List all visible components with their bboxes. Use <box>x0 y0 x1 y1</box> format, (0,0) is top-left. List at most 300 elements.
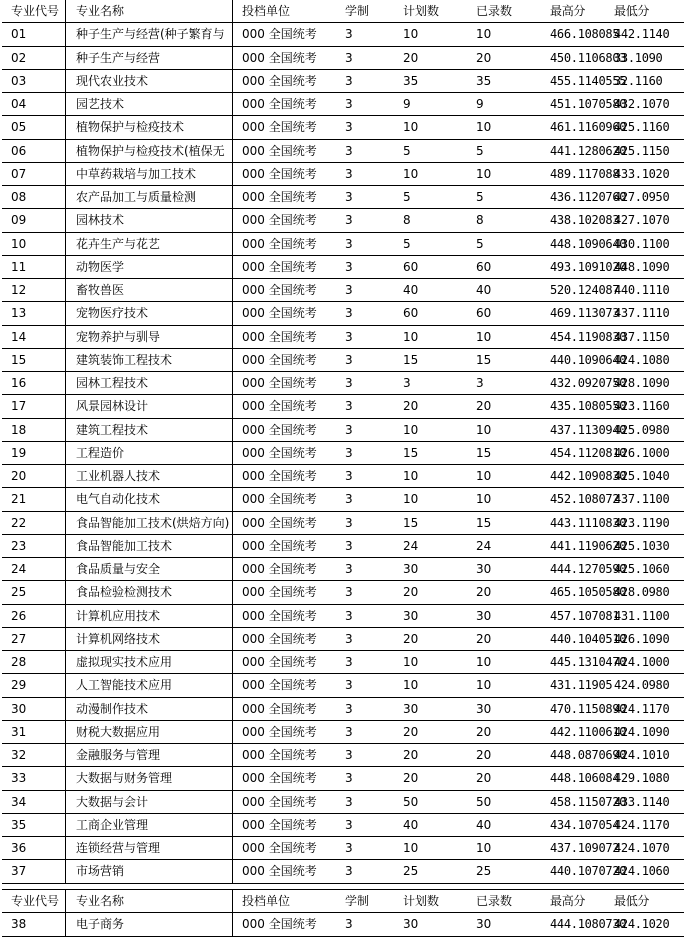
min-score-cell: 429.1080 <box>614 771 670 786</box>
major-name-cell: 大数据与会计 <box>66 791 233 813</box>
min-score-cell: 32.1160 <box>614 73 663 88</box>
admitted-count-cell: 9 <box>476 97 484 111</box>
admission-unit-cell: 000 全国统考 <box>242 917 317 932</box>
plan-count-cell: 9 <box>403 97 411 111</box>
admitted-count-cell: 30 <box>476 608 492 623</box>
table-row <box>2 419 684 442</box>
major-name-cell: 风景园林设计 <box>66 395 233 417</box>
major-code-cell: 33 <box>2 767 66 789</box>
duration-cell: 3 <box>345 631 353 646</box>
admission-unit-cell: 000 全国统考 <box>242 678 317 693</box>
major-name-cell: 花卉生产与花艺 <box>66 233 233 255</box>
max-score-cell: 448.1090640 <box>550 236 627 251</box>
admission-unit-cell: 000 全国统考 <box>242 97 317 111</box>
major-name-cell: 财税大数据应用 <box>66 721 233 743</box>
major-name-cell: 工程造价 <box>66 442 233 464</box>
admission-unit-cell: 000 全国统考 <box>242 399 317 414</box>
min-score-cell: 424.1170 <box>614 701 670 716</box>
major-name-cell: 专业名称 <box>66 890 233 912</box>
admitted-count-cell: 30 <box>476 917 492 932</box>
admitted-count-cell: 20 <box>476 748 492 762</box>
major-name-cell: 计算机网络技术 <box>66 628 233 650</box>
major-code-cell: 21 <box>2 488 66 510</box>
major-name-cell: 现代农业技术 <box>66 70 233 92</box>
major-code-cell: 12 <box>2 279 66 301</box>
max-score-cell: 489.117088 <box>550 166 620 181</box>
duration-cell: 3 <box>345 27 353 42</box>
duration-cell: 3 <box>345 120 353 135</box>
plan-count-cell: 20 <box>403 771 419 786</box>
admission-unit-cell: 000 全国统考 <box>242 376 317 390</box>
table-row <box>2 558 684 581</box>
plan-count-cell: 20 <box>403 631 419 646</box>
duration-cell: 3 <box>345 97 353 111</box>
admission-unit-cell: 000 全国统考 <box>242 701 317 716</box>
admitted-count-cell: 35 <box>476 73 492 88</box>
max-score-cell: 455.1140555 <box>550 73 627 88</box>
admission-unit-cell: 000 全国统考 <box>242 817 317 832</box>
major-code-cell: 08 <box>2 186 66 208</box>
major-name-cell: 种子生产与经营(种子繁育与 <box>66 23 233 45</box>
max-score-cell: 450.1106803 <box>550 50 627 65</box>
admitted-count-cell: 10 <box>476 27 492 42</box>
table-row <box>2 93 684 116</box>
max-score-cell: 437.1130940 <box>550 422 627 437</box>
duration-cell: 3 <box>345 864 353 879</box>
major-name-cell: 宠物医疗技术 <box>66 302 233 324</box>
min-score-cell: 424.0980 <box>614 678 670 693</box>
admitted-count-cell: 5 <box>476 190 484 204</box>
min-score-cell: 448.1090 <box>614 259 670 274</box>
plan-count-cell: 10 <box>403 469 419 483</box>
major-code-cell: 36 <box>2 837 66 859</box>
major-code-cell: 28 <box>2 651 66 673</box>
admitted-count-cell: 10 <box>476 492 492 507</box>
max-score-cell: 435.1080550 <box>550 399 627 414</box>
admitted-count-cell: 8 <box>476 213 484 228</box>
table-row <box>2 791 684 814</box>
major-name-cell: 宠物养护与驯导 <box>66 326 233 348</box>
table-row <box>2 302 684 325</box>
major-code-cell: 31 <box>2 721 66 743</box>
major-code-cell: 16 <box>2 372 66 394</box>
major-name-cell: 人工智能技术应用 <box>66 674 233 696</box>
plan-count-cell: 30 <box>403 701 419 716</box>
major-code-cell: 24 <box>2 558 66 580</box>
major-code-cell: 01 <box>2 23 66 45</box>
admission-unit-cell: 000 全国统考 <box>242 236 317 251</box>
plan-count-cell: 3 <box>403 376 411 390</box>
max-score-cell: 454.1120810 <box>550 445 627 460</box>
admitted-count-cell: 15 <box>476 352 492 367</box>
table-row <box>2 395 684 418</box>
admitted-count-cell: 40 <box>476 817 492 832</box>
major-code-cell: 02 <box>2 47 66 69</box>
admission-unit-cell: 000 全国统考 <box>242 120 317 135</box>
plan-count-cell: 30 <box>403 608 419 623</box>
max-score-cell: 452.108072 <box>550 492 620 507</box>
max-score-cell: 436.1120760 <box>550 190 627 204</box>
major-name-cell: 动漫制作技术 <box>66 698 233 720</box>
admission-unit-cell: 000 全国统考 <box>242 562 317 576</box>
major-code-cell: 38 <box>2 913 66 935</box>
min-score-cell: 424.1000 <box>614 655 670 669</box>
plan-count-cell: 60 <box>403 259 419 274</box>
admitted-count-cell: 3 <box>476 376 484 390</box>
plan-count-cell: 40 <box>403 817 419 832</box>
table-row <box>2 163 684 186</box>
min-score-cell: 424.1060 <box>614 864 670 879</box>
admission-unit-cell: 000 全国统考 <box>242 515 317 530</box>
min-score-cell: 425.1030 <box>614 538 670 553</box>
plan-count-cell: 10 <box>403 120 419 135</box>
max-score-cell: 438.102083 <box>550 213 620 228</box>
table-row <box>2 209 684 232</box>
max-score-cell: 440.1040510 <box>550 631 627 646</box>
duration-cell: 3 <box>345 469 353 483</box>
major-name-cell: 食品智能加工技术 <box>66 535 233 557</box>
min-score-cell: 427.1070 <box>614 213 670 228</box>
admission-unit-cell: 000 全国统考 <box>242 864 317 879</box>
max-score-cell: 441.1190620 <box>550 538 627 553</box>
duration-cell: 学制 <box>345 894 370 908</box>
duration-cell: 3 <box>345 352 353 367</box>
duration-cell: 3 <box>345 678 353 693</box>
duration-cell: 3 <box>345 608 353 623</box>
plan-count-cell: 10 <box>403 329 419 344</box>
max-score-cell: 520.124087 <box>550 283 620 297</box>
admitted-count-cell: 10 <box>476 469 492 483</box>
duration-cell: 3 <box>345 399 353 414</box>
min-score-cell: 442.1140 <box>614 27 670 42</box>
admission-unit-cell: 000 全国统考 <box>242 538 317 553</box>
plan-count-cell: 40 <box>403 283 419 297</box>
admitted-count-cell: 10 <box>476 120 492 135</box>
major-name-cell: 食品智能加工技术(烘焙方向) <box>66 512 233 534</box>
plan-count-cell: 计划数 <box>403 894 440 908</box>
plan-count-cell: 20 <box>403 50 419 65</box>
max-score-cell: 431.11905 <box>550 678 613 693</box>
table-row <box>2 349 684 372</box>
max-score-cell: 434.107054 <box>550 817 620 832</box>
admitted-count-cell: 40 <box>476 283 492 297</box>
admitted-count-cell: 24 <box>476 538 492 553</box>
table-row <box>2 860 684 883</box>
admitted-count-cell: 20 <box>476 631 492 646</box>
plan-count-cell: 10 <box>403 841 419 855</box>
admitted-count-cell: 已录数 <box>476 894 513 908</box>
plan-count-cell: 20 <box>403 748 419 762</box>
admission-unit-cell: 000 全国统考 <box>242 329 317 344</box>
admitted-count-cell: 10 <box>476 655 492 669</box>
max-score-cell: 469.113073 <box>550 306 620 321</box>
max-score-cell: 465.1050580 <box>550 585 627 600</box>
duration-cell: 3 <box>345 422 353 437</box>
min-score-cell: 425.1060 <box>614 562 670 576</box>
duration-cell: 3 <box>345 73 353 88</box>
major-code-cell: 18 <box>2 419 66 441</box>
duration-cell: 3 <box>345 841 353 855</box>
major-code-cell: 32 <box>2 744 66 766</box>
major-name-cell: 电气自动化技术 <box>66 488 233 510</box>
admitted-count-cell: 10 <box>476 422 492 437</box>
admission-unit-cell: 投档单位 <box>242 4 291 18</box>
table-header <box>2 0 684 23</box>
duration-cell: 3 <box>345 917 353 932</box>
table-row <box>2 116 684 139</box>
max-score-cell: 445.1310470 <box>550 655 627 669</box>
major-code-cell: 17 <box>2 395 66 417</box>
admission-unit-cell: 000 全国统考 <box>242 445 317 460</box>
major-name-cell: 电子商务 <box>66 913 233 935</box>
duration-cell: 3 <box>345 748 353 762</box>
major-code-cell: 03 <box>2 70 66 92</box>
duration-cell: 3 <box>345 166 353 181</box>
admission-table <box>2 0 684 884</box>
min-score-cell: 33.1090 <box>614 50 663 65</box>
major-code-cell: 13 <box>2 302 66 324</box>
major-code-cell: 34 <box>2 791 66 813</box>
admitted-count-cell: 60 <box>476 306 492 321</box>
table-row <box>2 465 684 488</box>
admitted-count-cell: 10 <box>476 166 492 181</box>
major-name-cell: 食品质量与安全 <box>66 558 233 580</box>
plan-count-cell: 30 <box>403 562 419 576</box>
major-name-cell: 中草药栽培与加工技术 <box>66 163 233 185</box>
major-name-cell: 建筑装饰工程技术 <box>66 349 233 371</box>
duration-cell: 3 <box>345 655 353 669</box>
major-code-cell: 23 <box>2 535 66 557</box>
max-score-cell: 442.1090830 <box>550 469 627 483</box>
admitted-count-cell: 30 <box>476 562 492 576</box>
min-score-cell: 424.1020 <box>614 917 670 932</box>
admission-unit-cell: 000 全国统考 <box>242 50 317 65</box>
admitted-count-cell: 20 <box>476 771 492 786</box>
admitted-count-cell: 30 <box>476 701 492 716</box>
admitted-count-cell: 20 <box>476 724 492 739</box>
table-row <box>2 581 684 604</box>
min-score-cell: 425.1160 <box>614 120 670 135</box>
duration-cell: 3 <box>345 376 353 390</box>
admitted-count-cell: 20 <box>476 399 492 414</box>
min-score-cell: 432.1070 <box>614 97 670 111</box>
max-score-cell: 493.1091020 <box>550 259 627 274</box>
admitted-count-cell: 15 <box>476 515 492 530</box>
table-row <box>2 837 684 860</box>
plan-count-cell: 10 <box>403 27 419 42</box>
admission-unit-cell: 000 全国统考 <box>242 748 317 762</box>
admission-unit-cell: 000 全国统考 <box>242 352 317 367</box>
max-score-cell: 457.107081 <box>550 608 620 623</box>
major-code-cell: 29 <box>2 674 66 696</box>
max-score-cell: 461.1160960 <box>550 120 627 135</box>
admission-unit-cell: 000 全国统考 <box>242 213 317 228</box>
plan-count-cell: 10 <box>403 678 419 693</box>
major-name-cell: 虚拟现实技术应用 <box>66 651 233 673</box>
admission-unit-cell: 000 全国统考 <box>242 143 317 158</box>
duration-cell: 3 <box>345 259 353 274</box>
plan-count-cell: 10 <box>403 655 419 669</box>
admission-unit-cell: 000 全国统考 <box>242 724 317 739</box>
max-score-cell: 441.1280620 <box>550 143 627 158</box>
major-code-cell: 35 <box>2 814 66 836</box>
max-score-cell: 444.1080730 <box>550 917 627 932</box>
major-name-cell: 工业机器人技术 <box>66 465 233 487</box>
min-score-cell: 426.1000 <box>614 445 670 460</box>
admission-unit-cell: 000 全国统考 <box>242 631 317 646</box>
min-score-cell: 437.1110 <box>614 306 670 321</box>
major-name-cell: 动物医学 <box>66 256 233 278</box>
table-row <box>2 23 684 46</box>
admission-unit-cell: 000 全国统考 <box>242 771 317 786</box>
max-score-cell: 最高分 <box>550 4 586 18</box>
admission-unit-cell: 000 全国统考 <box>242 283 317 297</box>
major-name-cell: 工商企业管理 <box>66 814 233 836</box>
major-code-cell: 04 <box>2 93 66 115</box>
admission-unit-cell: 投档单位 <box>242 894 291 908</box>
min-score-cell: 424.1170 <box>614 817 670 832</box>
admitted-count-cell: 60 <box>476 259 492 274</box>
table-row <box>2 326 684 349</box>
table-row <box>2 47 684 70</box>
admitted-count-cell: 25 <box>476 864 492 879</box>
duration-cell: 3 <box>345 724 353 739</box>
admission-unit-cell: 000 全国统考 <box>242 73 317 88</box>
major-code-cell: 22 <box>2 512 66 534</box>
plan-count-cell: 20 <box>403 585 419 600</box>
admitted-count-cell: 10 <box>476 841 492 855</box>
plan-count-cell: 15 <box>403 352 419 367</box>
table-header-repeat <box>2 890 684 913</box>
admission-unit-cell: 000 全国统考 <box>242 608 317 623</box>
major-code-cell: 05 <box>2 116 66 138</box>
admitted-count-cell: 10 <box>476 329 492 344</box>
major-code-cell: 19 <box>2 442 66 464</box>
max-score-cell: 448.0870690 <box>550 748 627 762</box>
major-name-cell: 计算机应用技术 <box>66 605 233 627</box>
min-score-cell: 437.1150 <box>614 329 670 344</box>
duration-cell: 3 <box>345 585 353 600</box>
major-code-cell: 10 <box>2 233 66 255</box>
major-code-cell: 11 <box>2 256 66 278</box>
major-name-cell: 植物保护与检疫技术 <box>66 116 233 138</box>
plan-count-cell: 15 <box>403 445 419 460</box>
major-code-cell: 27 <box>2 628 66 650</box>
admitted-count-cell: 20 <box>476 585 492 600</box>
min-score-cell: 424.1090 <box>614 724 670 739</box>
duration-cell: 3 <box>345 306 353 321</box>
min-score-cell: 424.1070 <box>614 841 670 855</box>
duration-cell: 3 <box>345 817 353 832</box>
major-name-cell: 畜牧兽医 <box>66 279 233 301</box>
max-score-cell: 432.0920750 <box>550 376 627 390</box>
max-score-cell: 437.109072 <box>550 841 620 855</box>
min-score-cell: 423.1190 <box>614 515 670 530</box>
max-score-cell: 448.106084 <box>550 771 620 786</box>
max-score-cell: 440.1070720 <box>550 864 627 879</box>
table-row <box>2 605 684 628</box>
duration-cell: 3 <box>345 515 353 530</box>
table-row <box>2 674 684 697</box>
major-name-cell: 园林工程技术 <box>66 372 233 394</box>
major-name-cell: 园艺技术 <box>66 93 233 115</box>
admission-unit-cell: 000 全国统考 <box>242 166 317 181</box>
admission-unit-cell: 000 全国统考 <box>242 27 317 42</box>
max-score-cell: 444.1270590 <box>550 562 627 576</box>
admission-unit-cell: 000 全国统考 <box>242 794 317 809</box>
admitted-count-cell: 5 <box>476 236 484 251</box>
plan-count-cell: 8 <box>403 213 411 228</box>
major-name-cell: 金融服务与管理 <box>66 744 233 766</box>
table-row <box>2 651 684 674</box>
max-score-cell: 454.1190830 <box>550 329 627 344</box>
admitted-count-cell: 已录数 <box>476 4 513 18</box>
plan-count-cell: 60 <box>403 306 419 321</box>
plan-count-cell: 15 <box>403 515 419 530</box>
min-score-cell: 424.1010 <box>614 748 670 762</box>
plan-count-cell: 5 <box>403 143 411 158</box>
duration-cell: 3 <box>345 236 353 251</box>
table-row <box>2 628 684 651</box>
plan-count-cell: 20 <box>403 399 419 414</box>
admitted-count-cell: 15 <box>476 445 492 460</box>
table-row <box>2 814 684 837</box>
table-row <box>2 512 684 535</box>
admitted-count-cell: 20 <box>476 50 492 65</box>
plan-count-cell: 24 <box>403 538 419 553</box>
plan-count-cell: 5 <box>403 190 411 204</box>
plan-count-cell: 10 <box>403 422 419 437</box>
major-code-cell: 06 <box>2 140 66 162</box>
min-score-cell: 425.1150 <box>614 143 670 158</box>
table-row <box>2 721 684 744</box>
max-score-cell: 458.1150720 <box>550 794 627 809</box>
major-code-cell: 26 <box>2 605 66 627</box>
min-score-cell: 428.1090 <box>614 376 670 390</box>
duration-cell: 3 <box>345 143 353 158</box>
duration-cell: 学制 <box>345 4 370 18</box>
table-row <box>2 279 684 302</box>
duration-cell: 3 <box>345 562 353 576</box>
duration-cell: 3 <box>345 213 353 228</box>
major-code-cell: 15 <box>2 349 66 371</box>
min-score-cell: 437.1100 <box>614 492 670 507</box>
duration-cell: 3 <box>345 283 353 297</box>
major-name-cell: 市场营销 <box>66 860 233 882</box>
major-name-cell: 园林技术 <box>66 209 233 231</box>
plan-count-cell: 10 <box>403 492 419 507</box>
min-score-cell: 427.0950 <box>614 190 670 204</box>
major-name-cell: 种子生产与经营 <box>66 47 233 69</box>
table-row <box>2 256 684 279</box>
admission-unit-cell: 000 全国统考 <box>242 841 317 855</box>
admission-unit-cell: 000 全国统考 <box>242 585 317 600</box>
major-name-cell: 食品检验检测技术 <box>66 581 233 603</box>
plan-count-cell: 35 <box>403 73 419 88</box>
min-score-cell: 425.0980 <box>614 422 670 437</box>
admitted-count-cell: 10 <box>476 678 492 693</box>
duration-cell: 3 <box>345 329 353 344</box>
duration-cell: 3 <box>345 794 353 809</box>
major-code-cell: 37 <box>2 860 66 882</box>
major-code-cell: 25 <box>2 581 66 603</box>
min-score-cell: 423.1160 <box>614 399 670 414</box>
plan-count-cell: 30 <box>403 917 419 932</box>
max-score-cell: 442.1100610 <box>550 724 627 739</box>
max-score-cell: 451.1070580 <box>550 97 627 111</box>
min-score-cell: 最低分 <box>614 4 650 18</box>
min-score-cell: 最低分 <box>614 894 650 908</box>
